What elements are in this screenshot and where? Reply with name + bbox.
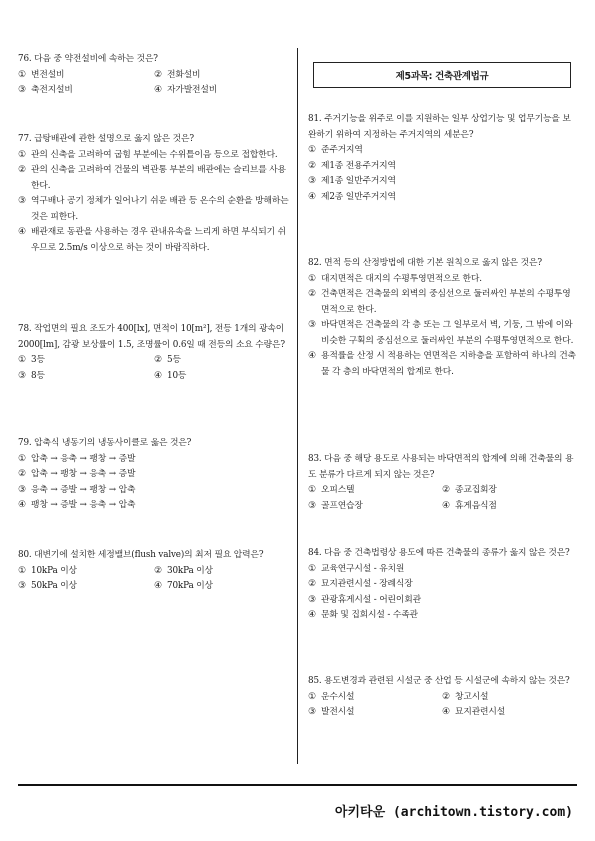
option-3[interactable]: ③ 관광휴게시설 - 어린이회관 (308, 594, 421, 605)
option-4[interactable]: ④ 10등 (154, 370, 187, 381)
question-81 (308, 112, 576, 205)
option-4[interactable]: ④ 용적률을 산정 시 적용하는 연면적은 지하층을 포함하여 하나의 건축물 각 층의 바닥면적의 합계로 한다. (308, 351, 576, 377)
option-2[interactable]: ② 묘지관련시설 - 장례식장 (308, 579, 413, 589)
footer-divider (18, 784, 577, 786)
question-83 (308, 452, 576, 514)
question-77 (18, 132, 290, 256)
option-1[interactable]: ① 압축 → 응축 → 팽창 → 증발 (18, 453, 136, 464)
footer-source: 아키타운 (architown.tistory.com) (334, 805, 573, 820)
option-1[interactable]: ① 교육연구시설 - 유치원 (308, 563, 405, 574)
option-4[interactable]: ④ 팽창 → 증발 → 응축 → 압축 (18, 500, 136, 510)
option-1[interactable]: ① 10kPa 이상 (18, 565, 77, 576)
option-3[interactable]: ③ 제1종 일반주거지역 (308, 176, 396, 186)
option-2[interactable]: ② 건축면적은 건축물의 외벽의 중심선으로 둘러싸인 부분의 수평투영면적으로 한다. (308, 289, 571, 315)
question-85 (308, 674, 576, 721)
section-title: 제5과목: 건축관계법규 (313, 62, 571, 88)
question-stem: 85. 용도변경과 관련된 시설군 중 산업 등 시설군에 속하지 않는 것은? (308, 676, 570, 686)
option-3[interactable]: ③ 바닥면적은 건축물의 각 층 또는 그 일부로서 벽, 기둥, 그 밖에 이와 비슷한 구획의 중심선으로 둘러싸인 부분의 수평투영면적으로 한다. (308, 320, 574, 346)
question-79 (18, 436, 290, 514)
option-3[interactable]: ③ 8등 (18, 370, 45, 381)
question-stem: 83. 다음 중 해당 용도로 사용되는 바닥면적의 합계에 의해 건축물의 용도 분류가 다르게 되지 않는 것은? (308, 454, 574, 480)
question-78 (18, 322, 290, 384)
option-3[interactable]: ③ 발전시설 (308, 707, 355, 717)
option-1[interactable]: ① 3등 (18, 355, 45, 365)
option-4[interactable]: ④ 제2종 일반주거지역 (308, 191, 396, 202)
option-1[interactable]: ① 준주거지역 (308, 145, 363, 155)
option-2[interactable]: ② 창고시설 (442, 691, 489, 702)
option-4[interactable]: ④ 휴게음식점 (442, 500, 497, 511)
option-3[interactable]: ③ 역구배나 공기 정체가 일어나기 쉬운 배관 등 온수의 순환을 방해하는 것은 피한다. (18, 196, 289, 222)
option-3[interactable]: ③ 응축 → 증발 → 팽창 → 압축 (18, 484, 136, 495)
option-2[interactable]: ② 압축 → 팽창 → 응축 → 증발 (18, 469, 136, 479)
option-4[interactable]: ④ 자가발전설비 (154, 85, 218, 95)
option-3[interactable]: ③ 축전지설비 (18, 85, 73, 95)
option-4[interactable]: ④ 문화 및 집회시설 - 수족관 (308, 610, 418, 620)
option-1[interactable]: ① 운수시설 (308, 691, 355, 702)
option-2[interactable]: ② 전화설비 (154, 69, 201, 80)
option-2[interactable]: ② 30kPa 이상 (154, 565, 213, 576)
option-3[interactable]: ③ 50kPa 이상 (18, 581, 77, 591)
option-1[interactable]: ① 변전설비 (18, 69, 65, 80)
question-stem: 84. 다음 중 건축법령상 용도에 따른 건축물의 종류가 옳지 않은 것은? (308, 548, 570, 558)
option-4[interactable]: ④ 70kPa 이상 (154, 581, 213, 591)
question-stem: 80. 대변기에 설치한 세정밸브(flush valve)의 최저 필요 압력은? (18, 550, 264, 560)
question-80 (18, 548, 290, 595)
option-2[interactable]: ② 제1종 전용주거지역 (308, 160, 396, 171)
question-stem: 82. 면적 등의 산정방법에 대한 기본 원칙으로 옳지 않은 것은? (308, 258, 542, 268)
option-4[interactable]: ④ 배관재로 동관을 사용하는 경우 관내유속을 느리게 하면 부식되기 쉬우므로 2.5m/s 이상으로 하는 것이 바람직하다. (18, 227, 286, 253)
question-stem: 76. 다음 중 약전설비에 속하는 것은? (18, 54, 158, 64)
question-76 (18, 52, 290, 99)
column-divider (297, 48, 298, 764)
option-2[interactable]: ② 5등 (154, 355, 181, 365)
question-84 (308, 546, 576, 624)
question-82 (308, 256, 576, 380)
option-1[interactable]: ① 대지면적은 대지의 수평투영면적으로 한다. (308, 273, 482, 284)
question-stem: 77. 급탕배관에 관한 설명으로 옳지 않은 것은? (18, 134, 194, 144)
option-2[interactable]: ② 종교집회장 (442, 485, 497, 495)
option-1[interactable]: ① 관의 신축을 고려하여 굽힘 부분에는 수위틀이음 등으로 접합한다. (18, 149, 278, 160)
question-stem: 81. 주거기능을 위주로 이를 지원하는 일부 상업기능 및 업무기능을 보완하기 위하여 지정하는 주거지역의 세분은? (308, 114, 571, 140)
option-3[interactable]: ③ 골프연습장 (308, 500, 363, 511)
option-1[interactable]: ① 오피스텔 (308, 485, 355, 495)
question-stem: 78. 작업면의 필요 조도가 400[lx], 면적이 10[m²], 전등 1개의 광속이 2000[lm], 감광 보상률이 1.5, 조명률이 0.6일 때 전등의 소요 수량은? (18, 324, 285, 350)
question-stem: 79. 압축식 냉동기의 냉동사이클로 옳은 것은? (18, 438, 192, 448)
option-2[interactable]: ② 관의 신축을 고려하여 건물의 벽관통 부분의 배관에는 슬리브를 사용한다. (18, 165, 286, 191)
option-4[interactable]: ④ 묘지관련시설 (442, 707, 506, 717)
